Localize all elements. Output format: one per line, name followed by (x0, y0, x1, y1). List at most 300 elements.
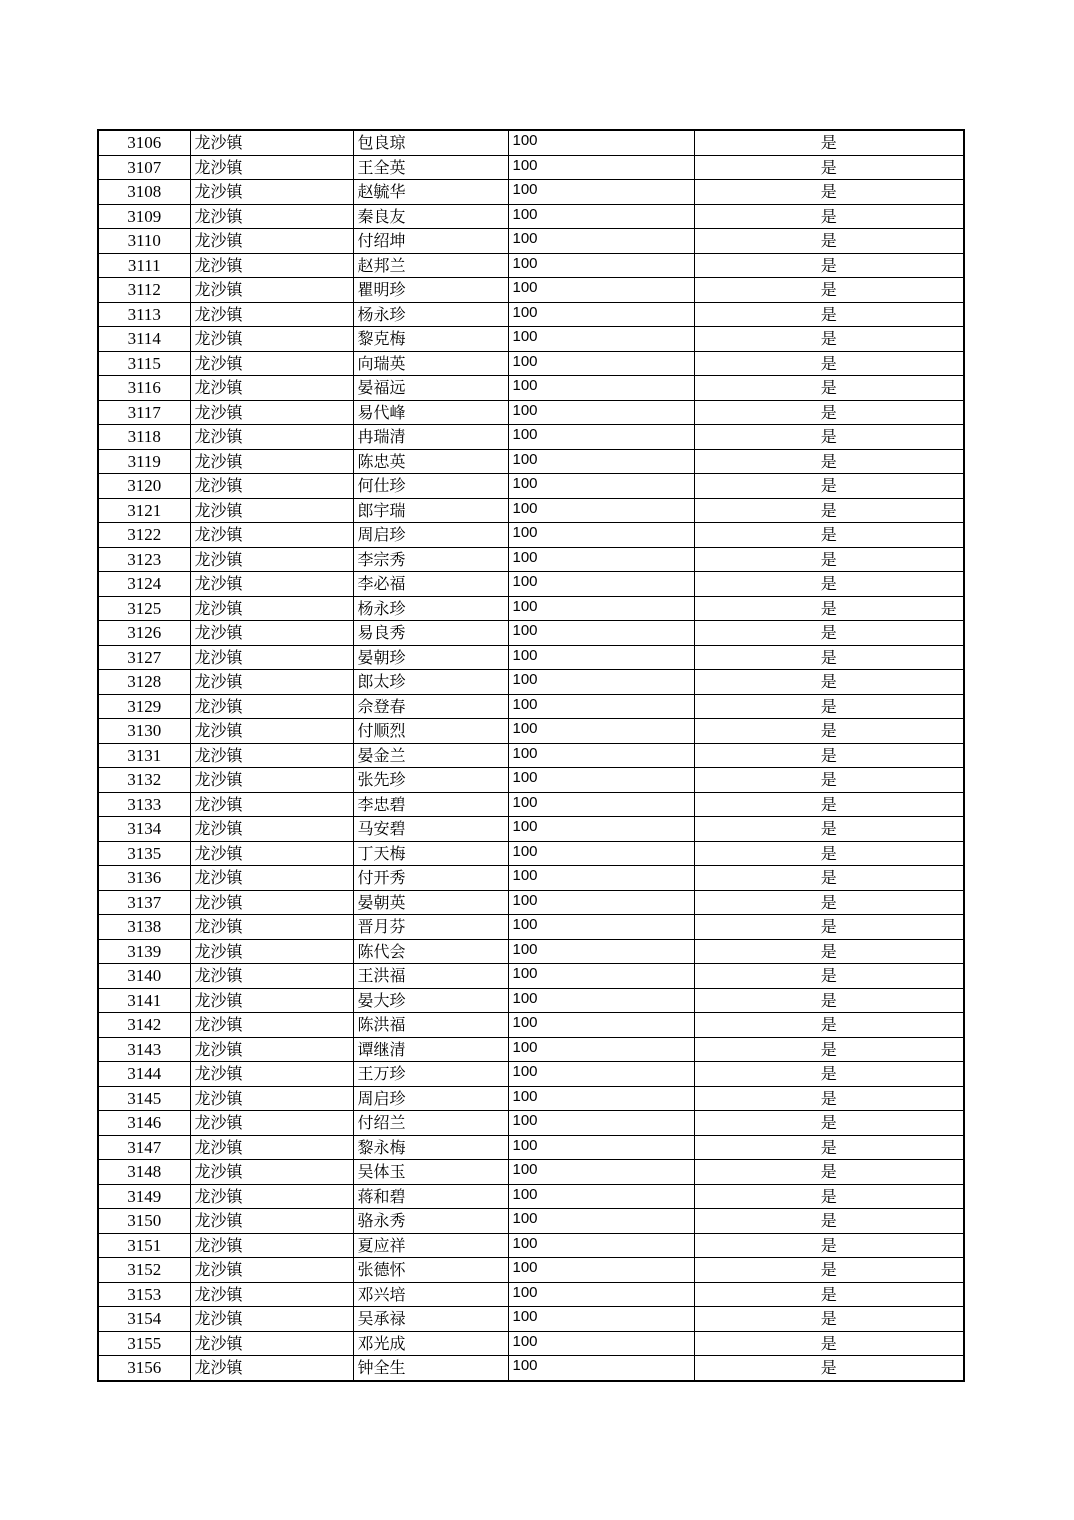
table-row (98, 988, 964, 1013)
person-name-cell: 李必福 (353, 572, 508, 597)
amount-cell: 100 (508, 621, 694, 646)
table-row (98, 229, 964, 254)
row-number-cell: 3150 (98, 1209, 190, 1234)
row-number-cell: 3124 (98, 572, 190, 597)
person-name-cell: 秦良友 (353, 204, 508, 229)
table-row (98, 1135, 964, 1160)
status-flag-cell: 是 (694, 498, 964, 523)
status-flag-cell: 是 (694, 866, 964, 891)
status-flag-cell: 是 (694, 768, 964, 793)
person-name-cell: 晏大珍 (353, 988, 508, 1013)
row-number-cell: 3153 (98, 1282, 190, 1307)
amount-cell: 100 (508, 523, 694, 548)
town-cell: 龙沙镇 (190, 1160, 353, 1185)
row-number-cell: 3140 (98, 964, 190, 989)
amount-cell: 100 (508, 1135, 694, 1160)
person-name-cell: 易良秀 (353, 621, 508, 646)
table-row (98, 425, 964, 450)
table-row (98, 498, 964, 523)
person-name-cell: 周启珍 (353, 1086, 508, 1111)
row-number-cell: 3120 (98, 474, 190, 499)
town-cell: 龙沙镇 (190, 449, 353, 474)
table-row (98, 1062, 964, 1087)
amount-cell: 100 (508, 915, 694, 940)
table-row (98, 621, 964, 646)
person-name-cell: 黎克梅 (353, 327, 508, 352)
amount-cell: 100 (508, 1037, 694, 1062)
amount-cell: 100 (508, 180, 694, 205)
status-flag-cell: 是 (694, 572, 964, 597)
table-body (98, 130, 964, 1381)
town-cell: 龙沙镇 (190, 498, 353, 523)
town-cell: 龙沙镇 (190, 253, 353, 278)
table-row (98, 547, 964, 572)
amount-cell: 100 (508, 327, 694, 352)
town-cell: 龙沙镇 (190, 1282, 353, 1307)
amount-cell: 100 (508, 278, 694, 303)
person-name-cell: 吴体玉 (353, 1160, 508, 1185)
row-number-cell: 3147 (98, 1135, 190, 1160)
status-flag-cell: 是 (694, 939, 964, 964)
person-name-cell: 李忠碧 (353, 792, 508, 817)
person-name-cell: 晏福远 (353, 376, 508, 401)
town-cell: 龙沙镇 (190, 817, 353, 842)
status-flag-cell: 是 (694, 1258, 964, 1283)
person-name-cell: 陈忠英 (353, 449, 508, 474)
amount-cell: 100 (508, 1258, 694, 1283)
town-cell: 龙沙镇 (190, 1037, 353, 1062)
table-row (98, 841, 964, 866)
town-cell: 龙沙镇 (190, 1258, 353, 1283)
table-row (98, 596, 964, 621)
status-flag-cell: 是 (694, 694, 964, 719)
status-flag-cell: 是 (694, 1037, 964, 1062)
row-number-cell: 3148 (98, 1160, 190, 1185)
person-name-cell: 付开秀 (353, 866, 508, 891)
status-flag-cell: 是 (694, 1307, 964, 1332)
row-number-cell: 3133 (98, 792, 190, 817)
status-flag-cell: 是 (694, 841, 964, 866)
amount-cell: 100 (508, 229, 694, 254)
amount-cell: 100 (508, 425, 694, 450)
town-cell: 龙沙镇 (190, 229, 353, 254)
table-row (98, 449, 964, 474)
row-number-cell: 3112 (98, 278, 190, 303)
table-row (98, 915, 964, 940)
table-row (98, 376, 964, 401)
amount-cell: 100 (508, 841, 694, 866)
person-name-cell: 晏朝珍 (353, 645, 508, 670)
status-flag-cell: 是 (694, 1233, 964, 1258)
row-number-cell: 3143 (98, 1037, 190, 1062)
amount-cell: 100 (508, 449, 694, 474)
table-row (98, 400, 964, 425)
status-flag-cell: 是 (694, 719, 964, 744)
town-cell: 龙沙镇 (190, 1135, 353, 1160)
amount-cell: 100 (508, 817, 694, 842)
amount-cell: 100 (508, 1307, 694, 1332)
row-number-cell: 3132 (98, 768, 190, 793)
town-cell: 龙沙镇 (190, 400, 353, 425)
person-name-cell: 陈洪福 (353, 1013, 508, 1038)
status-flag-cell: 是 (694, 547, 964, 572)
row-number-cell: 3127 (98, 645, 190, 670)
status-flag-cell: 是 (694, 1013, 964, 1038)
row-number-cell: 3155 (98, 1331, 190, 1356)
person-name-cell: 瞿明珍 (353, 278, 508, 303)
town-cell: 龙沙镇 (190, 841, 353, 866)
amount-cell: 100 (508, 768, 694, 793)
amount-cell: 100 (508, 155, 694, 180)
row-number-cell: 3129 (98, 694, 190, 719)
row-number-cell: 3141 (98, 988, 190, 1013)
row-number-cell: 3107 (98, 155, 190, 180)
status-flag-cell: 是 (694, 890, 964, 915)
row-number-cell: 3128 (98, 670, 190, 695)
person-name-cell: 包良琼 (353, 130, 508, 155)
status-flag-cell: 是 (694, 1331, 964, 1356)
status-flag-cell: 是 (694, 792, 964, 817)
status-flag-cell: 是 (694, 425, 964, 450)
person-name-cell: 王全英 (353, 155, 508, 180)
person-name-cell: 赵毓华 (353, 180, 508, 205)
town-cell: 龙沙镇 (190, 1111, 353, 1136)
row-number-cell: 3110 (98, 229, 190, 254)
town-cell: 龙沙镇 (190, 425, 353, 450)
table-row (98, 1209, 964, 1234)
town-cell: 龙沙镇 (190, 621, 353, 646)
table-row (98, 1258, 964, 1283)
status-flag-cell: 是 (694, 1135, 964, 1160)
amount-cell: 100 (508, 645, 694, 670)
town-cell: 龙沙镇 (190, 792, 353, 817)
person-name-cell: 邓兴培 (353, 1282, 508, 1307)
status-flag-cell: 是 (694, 204, 964, 229)
table-row (98, 1356, 964, 1381)
row-number-cell: 3109 (98, 204, 190, 229)
status-flag-cell: 是 (694, 376, 964, 401)
amount-cell: 100 (508, 1111, 694, 1136)
row-number-cell: 3122 (98, 523, 190, 548)
status-flag-cell: 是 (694, 327, 964, 352)
amount-cell: 100 (508, 204, 694, 229)
person-name-cell: 冉瑞清 (353, 425, 508, 450)
table-row (98, 130, 964, 155)
amount-cell: 100 (508, 1233, 694, 1258)
town-cell: 龙沙镇 (190, 547, 353, 572)
town-cell: 龙沙镇 (190, 130, 353, 155)
person-name-cell: 谭继清 (353, 1037, 508, 1062)
status-flag-cell: 是 (694, 1086, 964, 1111)
row-number-cell: 3152 (98, 1258, 190, 1283)
table-row (98, 1086, 964, 1111)
town-cell: 龙沙镇 (190, 1013, 353, 1038)
row-number-cell: 3138 (98, 915, 190, 940)
table-row (98, 1184, 964, 1209)
status-flag-cell: 是 (694, 988, 964, 1013)
table-row (98, 1307, 964, 1332)
person-name-cell: 吴承禄 (353, 1307, 508, 1332)
status-flag-cell: 是 (694, 253, 964, 278)
status-flag-cell: 是 (694, 229, 964, 254)
town-cell: 龙沙镇 (190, 204, 353, 229)
person-name-cell: 付绍坤 (353, 229, 508, 254)
status-flag-cell: 是 (694, 645, 964, 670)
table-row (98, 1282, 964, 1307)
amount-cell: 100 (508, 351, 694, 376)
row-number-cell: 3121 (98, 498, 190, 523)
amount-cell: 100 (508, 694, 694, 719)
person-name-cell: 晏朝英 (353, 890, 508, 915)
table-row (98, 474, 964, 499)
table-row (98, 327, 964, 352)
table-row (98, 719, 964, 744)
town-cell: 龙沙镇 (190, 1307, 353, 1332)
table-row (98, 939, 964, 964)
row-number-cell: 3126 (98, 621, 190, 646)
table-row (98, 694, 964, 719)
amount-cell: 100 (508, 547, 694, 572)
town-cell: 龙沙镇 (190, 474, 353, 499)
table-row (98, 253, 964, 278)
person-name-cell: 蒋和碧 (353, 1184, 508, 1209)
town-cell: 龙沙镇 (190, 939, 353, 964)
amount-cell: 100 (508, 743, 694, 768)
row-number-cell: 3156 (98, 1356, 190, 1381)
person-name-cell: 王万珍 (353, 1062, 508, 1087)
amount-cell: 100 (508, 302, 694, 327)
person-name-cell: 王洪福 (353, 964, 508, 989)
person-name-cell: 易代峰 (353, 400, 508, 425)
town-cell: 龙沙镇 (190, 645, 353, 670)
row-number-cell: 3139 (98, 939, 190, 964)
person-name-cell: 马安碧 (353, 817, 508, 842)
row-number-cell: 3114 (98, 327, 190, 352)
amount-cell: 100 (508, 1209, 694, 1234)
amount-cell: 100 (508, 964, 694, 989)
row-number-cell: 3117 (98, 400, 190, 425)
town-cell: 龙沙镇 (190, 376, 353, 401)
status-flag-cell: 是 (694, 1111, 964, 1136)
amount-cell: 100 (508, 498, 694, 523)
person-name-cell: 晏金兰 (353, 743, 508, 768)
table-row (98, 792, 964, 817)
town-cell: 龙沙镇 (190, 302, 353, 327)
row-number-cell: 3146 (98, 1111, 190, 1136)
status-flag-cell: 是 (694, 817, 964, 842)
row-number-cell: 3137 (98, 890, 190, 915)
town-cell: 龙沙镇 (190, 351, 353, 376)
town-cell: 龙沙镇 (190, 596, 353, 621)
table-row (98, 1331, 964, 1356)
person-name-cell: 陈代会 (353, 939, 508, 964)
person-name-cell: 钟全生 (353, 1356, 508, 1381)
table-row (98, 670, 964, 695)
town-cell: 龙沙镇 (190, 523, 353, 548)
table-row (98, 964, 964, 989)
amount-cell: 100 (508, 939, 694, 964)
town-cell: 龙沙镇 (190, 768, 353, 793)
table-row (98, 180, 964, 205)
person-name-cell: 付绍兰 (353, 1111, 508, 1136)
table-row (98, 1160, 964, 1185)
person-name-cell: 佘登春 (353, 694, 508, 719)
table-row (98, 743, 964, 768)
status-flag-cell: 是 (694, 915, 964, 940)
town-cell: 龙沙镇 (190, 1233, 353, 1258)
amount-cell: 100 (508, 253, 694, 278)
row-number-cell: 3149 (98, 1184, 190, 1209)
town-cell: 龙沙镇 (190, 743, 353, 768)
status-flag-cell: 是 (694, 1184, 964, 1209)
status-flag-cell: 是 (694, 400, 964, 425)
status-flag-cell: 是 (694, 621, 964, 646)
town-cell: 龙沙镇 (190, 670, 353, 695)
row-number-cell: 3111 (98, 253, 190, 278)
town-cell: 龙沙镇 (190, 719, 353, 744)
table-row (98, 155, 964, 180)
data-table (97, 129, 965, 1382)
status-flag-cell: 是 (694, 670, 964, 695)
town-cell: 龙沙镇 (190, 988, 353, 1013)
row-number-cell: 3125 (98, 596, 190, 621)
table-row (98, 768, 964, 793)
amount-cell: 100 (508, 1356, 694, 1381)
town-cell: 龙沙镇 (190, 915, 353, 940)
status-flag-cell: 是 (694, 1282, 964, 1307)
row-number-cell: 3136 (98, 866, 190, 891)
town-cell: 龙沙镇 (190, 1209, 353, 1234)
table-row (98, 866, 964, 891)
row-number-cell: 3142 (98, 1013, 190, 1038)
table-row (98, 1233, 964, 1258)
status-flag-cell: 是 (694, 596, 964, 621)
amount-cell: 100 (508, 1062, 694, 1087)
table-row (98, 890, 964, 915)
amount-cell: 100 (508, 719, 694, 744)
row-number-cell: 3118 (98, 425, 190, 450)
status-flag-cell: 是 (694, 302, 964, 327)
table-row (98, 1111, 964, 1136)
amount-cell: 100 (508, 474, 694, 499)
table-row (98, 523, 964, 548)
person-name-cell: 郎宇瑞 (353, 498, 508, 523)
person-name-cell: 向瑞英 (353, 351, 508, 376)
person-name-cell: 李宗秀 (353, 547, 508, 572)
amount-cell: 100 (508, 792, 694, 817)
town-cell: 龙沙镇 (190, 890, 353, 915)
town-cell: 龙沙镇 (190, 1062, 353, 1087)
town-cell: 龙沙镇 (190, 866, 353, 891)
table-row (98, 817, 964, 842)
status-flag-cell: 是 (694, 278, 964, 303)
town-cell: 龙沙镇 (190, 155, 353, 180)
table-row (98, 204, 964, 229)
status-flag-cell: 是 (694, 1062, 964, 1087)
person-name-cell: 杨永珍 (353, 596, 508, 621)
row-number-cell: 3135 (98, 841, 190, 866)
town-cell: 龙沙镇 (190, 327, 353, 352)
town-cell: 龙沙镇 (190, 1086, 353, 1111)
person-name-cell: 何仕珍 (353, 474, 508, 499)
status-flag-cell: 是 (694, 964, 964, 989)
status-flag-cell: 是 (694, 449, 964, 474)
status-flag-cell: 是 (694, 1209, 964, 1234)
town-cell: 龙沙镇 (190, 572, 353, 597)
table-row (98, 1037, 964, 1062)
amount-cell: 100 (508, 1086, 694, 1111)
person-name-cell: 夏应祥 (353, 1233, 508, 1258)
amount-cell: 100 (508, 1331, 694, 1356)
status-flag-cell: 是 (694, 180, 964, 205)
person-name-cell: 周启珍 (353, 523, 508, 548)
table-row (98, 645, 964, 670)
person-name-cell: 杨永珍 (353, 302, 508, 327)
status-flag-cell: 是 (694, 743, 964, 768)
amount-cell: 100 (508, 1013, 694, 1038)
person-name-cell: 邓光成 (353, 1331, 508, 1356)
amount-cell: 100 (508, 400, 694, 425)
amount-cell: 100 (508, 572, 694, 597)
table-row (98, 572, 964, 597)
row-number-cell: 3134 (98, 817, 190, 842)
status-flag-cell: 是 (694, 351, 964, 376)
person-name-cell: 张先珍 (353, 768, 508, 793)
table-row (98, 351, 964, 376)
status-flag-cell: 是 (694, 523, 964, 548)
amount-cell: 100 (508, 1184, 694, 1209)
person-name-cell: 张德怀 (353, 1258, 508, 1283)
amount-cell: 100 (508, 376, 694, 401)
row-number-cell: 3119 (98, 449, 190, 474)
amount-cell: 100 (508, 670, 694, 695)
row-number-cell: 3154 (98, 1307, 190, 1332)
person-name-cell: 郎太珍 (353, 670, 508, 695)
row-number-cell: 3108 (98, 180, 190, 205)
amount-cell: 100 (508, 1160, 694, 1185)
status-flag-cell: 是 (694, 1356, 964, 1381)
town-cell: 龙沙镇 (190, 1184, 353, 1209)
person-name-cell: 黎永梅 (353, 1135, 508, 1160)
row-number-cell: 3123 (98, 547, 190, 572)
amount-cell: 100 (508, 890, 694, 915)
amount-cell: 100 (508, 1282, 694, 1307)
row-number-cell: 3106 (98, 130, 190, 155)
row-number-cell: 3113 (98, 302, 190, 327)
status-flag-cell: 是 (694, 1160, 964, 1185)
amount-cell: 100 (508, 596, 694, 621)
person-name-cell: 骆永秀 (353, 1209, 508, 1234)
town-cell: 龙沙镇 (190, 694, 353, 719)
person-name-cell: 付顺烈 (353, 719, 508, 744)
person-name-cell: 晋月芬 (353, 915, 508, 940)
town-cell: 龙沙镇 (190, 180, 353, 205)
town-cell: 龙沙镇 (190, 1356, 353, 1381)
row-number-cell: 3144 (98, 1062, 190, 1087)
amount-cell: 100 (508, 130, 694, 155)
row-number-cell: 3145 (98, 1086, 190, 1111)
table-row (98, 278, 964, 303)
table-row (98, 302, 964, 327)
status-flag-cell: 是 (694, 130, 964, 155)
row-number-cell: 3131 (98, 743, 190, 768)
person-name-cell: 丁天梅 (353, 841, 508, 866)
town-cell: 龙沙镇 (190, 278, 353, 303)
amount-cell: 100 (508, 866, 694, 891)
table-row (98, 1013, 964, 1038)
row-number-cell: 3151 (98, 1233, 190, 1258)
amount-cell: 100 (508, 988, 694, 1013)
